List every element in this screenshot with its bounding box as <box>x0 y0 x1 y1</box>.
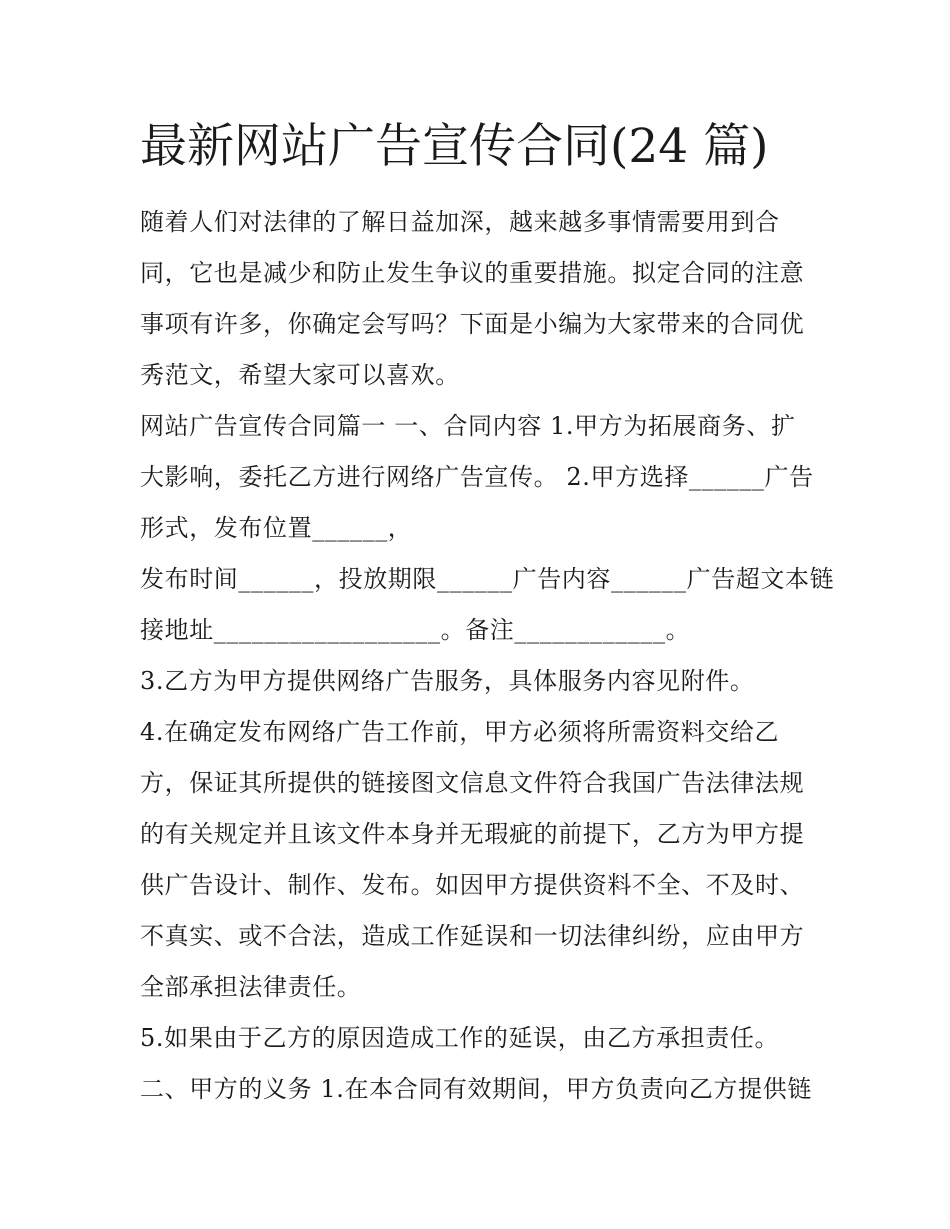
paragraph-line: 5.如果由于乙方的原因造成工作的延误，由乙方承担责任。 <box>140 1024 780 1052</box>
paragraph-line: 形式，发布位置______， <box>140 514 413 542</box>
paragraph-line: 不真实、或不合法，造成工作延误和一切法律纠纷，应由甲方 <box>140 922 805 950</box>
paragraph-line: 随着人们对法律的了解日益加深，越来越多事情需要用到合 <box>140 208 780 236</box>
paragraph-line: 二、甲方的义务 1.在本合同有效期间，甲方负责向乙方提供链 <box>140 1075 812 1103</box>
paragraph-line: 发布时间______，投放期限______广告内容______广告超文本链 <box>140 565 835 593</box>
paragraph-line: 同，它也是减少和防止发生争议的重要措施。拟定合同的注意 <box>140 259 805 287</box>
paragraph-line: 全部承担法律责任。 <box>140 973 362 1001</box>
paragraph-line: 事项有许多，你确定会写吗？下面是小编为大家带来的合同优 <box>140 310 805 338</box>
paragraph-line: 供广告设计、制作、发布。如因甲方提供资料不全、不及时、 <box>140 871 805 899</box>
paragraph-line: 3.乙方为甲方提供网络广告服务，具体服务内容见附件。 <box>140 667 755 695</box>
paragraph-line: 接地址__________________。备注____________。 <box>140 616 691 644</box>
paragraph-line: 秀范文，希望大家可以喜欢。 <box>140 361 460 389</box>
document-title: 最新网站广告宣传合同(24 篇) <box>140 119 769 174</box>
paragraph-line: 网站广告宣传合同篇一 一、合同内容 1.甲方为拓展商务、扩 <box>140 412 796 440</box>
paragraph-line: 大影响，委托乙方进行网络广告宣传。 2.甲方选择______广告 <box>140 463 814 491</box>
paragraph-line: 4.在确定发布网络广告工作前，甲方必须将所需资料交给乙 <box>140 718 780 746</box>
paragraph-line: 方，保证其所提供的链接图文信息文件符合我国广告法律法规 <box>140 769 805 797</box>
paragraph-line: 的有关规定并且该文件本身并无瑕疵的前提下，乙方为甲方提 <box>140 820 805 848</box>
